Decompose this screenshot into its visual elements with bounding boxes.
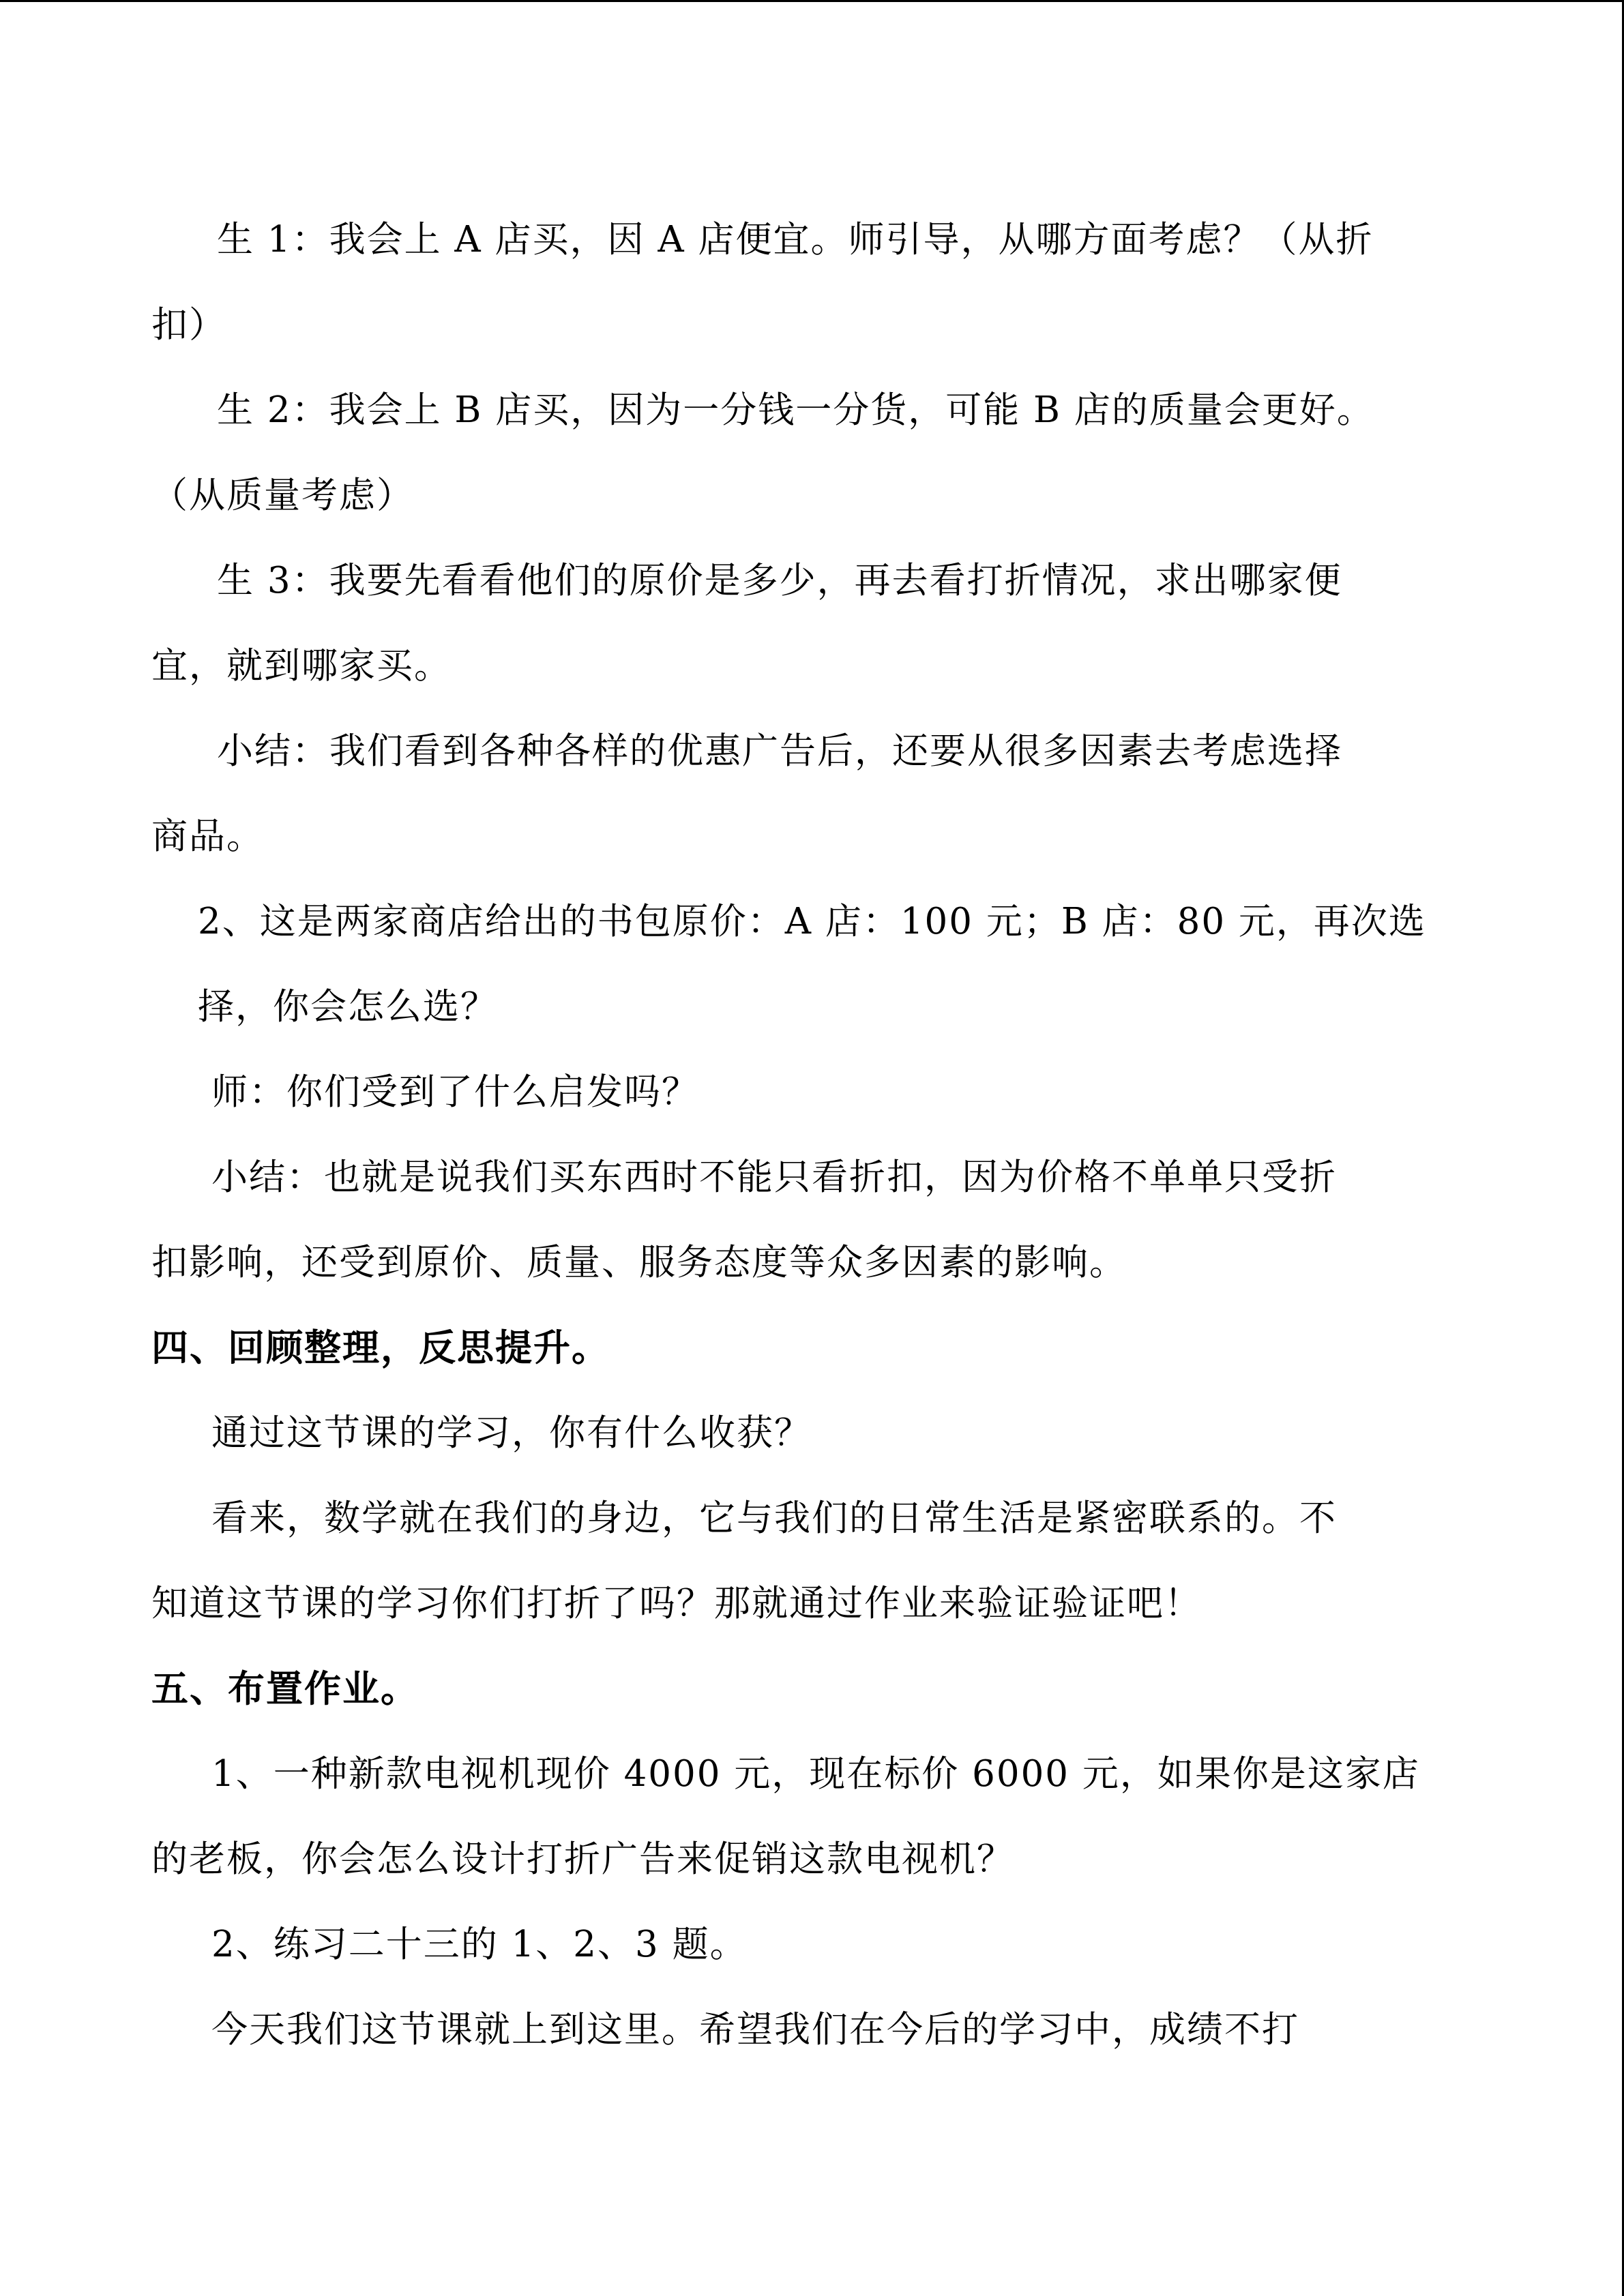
page-border-top (0, 0, 1624, 2)
homework2: 2、练习二十三的 1、2、3 题。 (211, 1924, 748, 1965)
review-conclusion-line1: 看来，数学就在我们的身边，它与我们的日常生活是紧密联系的。不 (211, 1497, 1337, 1539)
paragraph-student2-line2: （从质量考虑） (151, 475, 414, 516)
summary2-line1: 小结：也就是说我们买东西时不能只看折扣，因为价格不单单只受折 (211, 1157, 1337, 1198)
paragraph-student3-line1: 生 3：我要先看看他们的原价是多少，再去看打折情况，求出哪家便 (217, 560, 1342, 601)
review-conclusion-line2: 知道这节课的学习你们打折了吗？那就通过作业来验证验证吧！ (151, 1583, 1202, 1624)
summary2-line2: 扣影响，还受到原价、质量、服务态度等众多因素的影响。 (151, 1242, 1127, 1283)
teacher-question: 师：你们受到了什么启发吗？ (211, 1071, 699, 1113)
question2-line1: 2、这是两家商店给出的书包原价：A 店：100 元；B 店：80 元，再次选 (198, 901, 1426, 942)
paragraph-student1-line1: 生 1：我会上 A 店买，因 A 店便宜。师引导，从哪方面考虑？（从折 (217, 219, 1374, 260)
paragraph-student3-line2: 宜，就到哪家买。 (151, 645, 452, 687)
paragraph-student2-line1: 生 2：我会上 B 店买，因为一分钱一分货，可能 B 店的质量会更好。 (217, 389, 1374, 431)
section-heading-homework: 五、布置作业。 (151, 1667, 419, 1710)
closing-line: 今天我们这节课就上到这里。希望我们在今后的学习中，成绩不打 (211, 2009, 1299, 2051)
homework1-line2: 的老板，你会怎么设计打折广告来促销这款电视机？ (151, 1838, 1014, 1880)
section-heading-review: 四、回顾整理，反思提升。 (151, 1326, 610, 1369)
question2-line2: 择，你会怎么选？ (198, 986, 498, 1028)
summary1-line1: 小结：我们看到各种各样的优惠广告后，还要从很多因素去考虑选择 (217, 730, 1342, 772)
summary1-line2: 商品。 (151, 816, 264, 857)
paragraph-student1-line2: 扣） (151, 304, 226, 346)
homework1-line1: 1、一种新款电视机现价 4000 元，现在标价 6000 元，如果你是这家店 (211, 1753, 1420, 1795)
review-question: 通过这节课的学习，你有什么收获？ (211, 1412, 812, 1454)
